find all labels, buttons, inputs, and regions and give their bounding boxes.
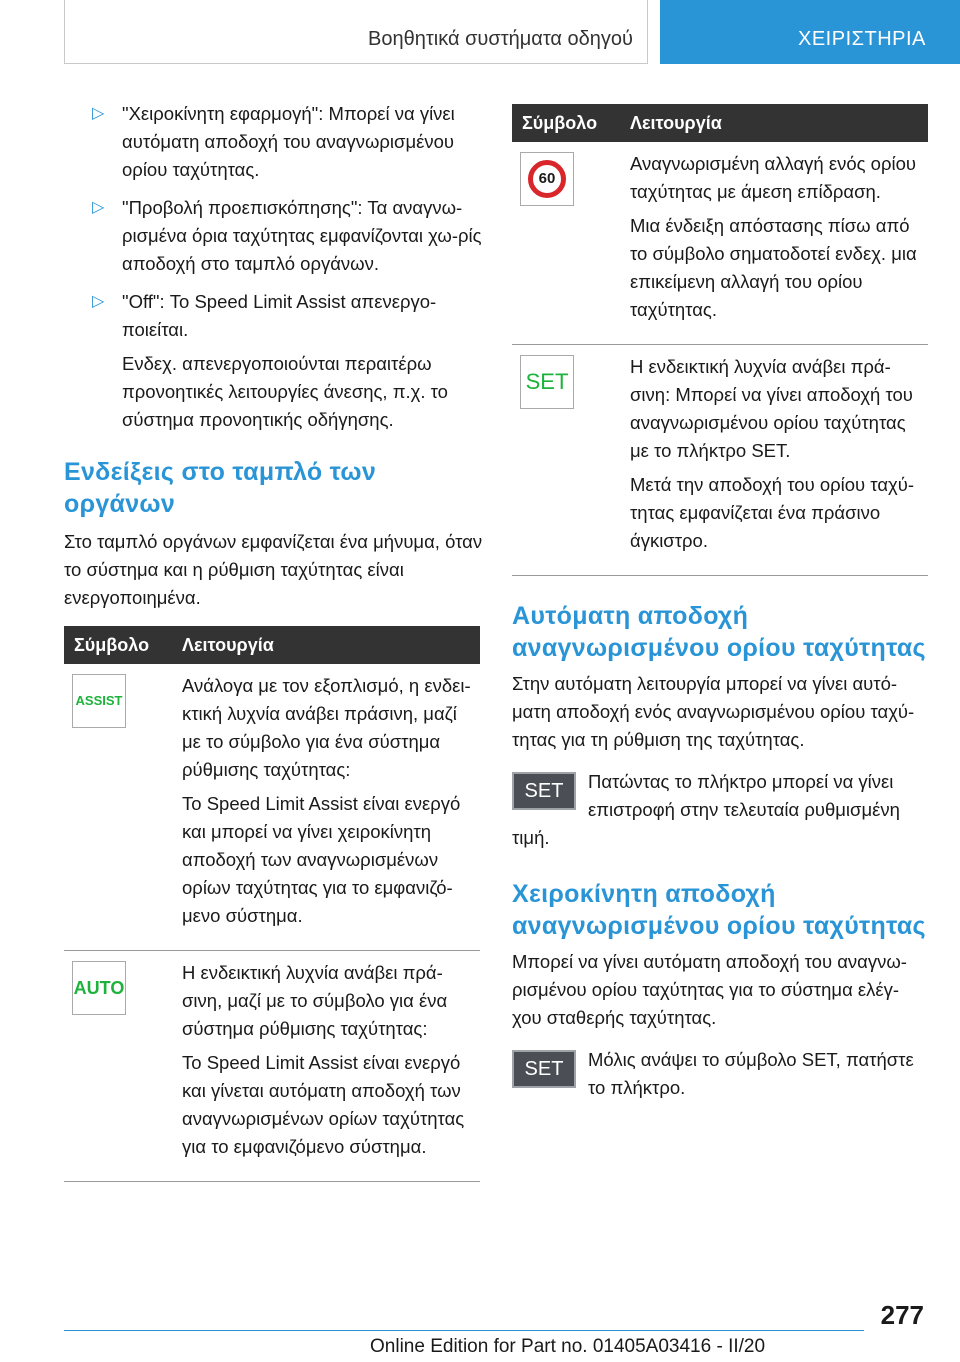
auto-indicator-icon: AUTO — [72, 961, 126, 1015]
table-row — [512, 345, 928, 576]
indicator-table-right — [512, 104, 928, 576]
left-column — [64, 100, 484, 1182]
set-button-icon: SET — [512, 772, 576, 810]
manual-set-text: Μόλις ανάψει το σύμβολο SET, πατήστε το πλήκτρο. — [588, 1049, 914, 1098]
row-text: Αναγνωρισμένη αλλαγή ενός ορίου ταχύτητας με άμεση επίδραση. — [630, 153, 916, 202]
col-header-function: Λειτουργία — [630, 104, 928, 142]
row-text: Η ενδεικτική λυχνία ανάβει πρά-σινη: Μπορεί να γίνει αποδοχή του αναγνωρισμένου ορίου ταχύτητας με το πλήκτρο SET. — [630, 356, 913, 461]
bullet-text: "Προβολή προεπισκόπησης": Τα αναγνω-ρισμένα όρια ταχύτητας εμφανίζονται χω-ρίς αποδοχή στο ταμπλό οργάνων. — [122, 197, 482, 274]
set-button-icon: SET — [512, 1050, 576, 1088]
table-row — [64, 664, 480, 951]
edition-note: Online Edition for Part no. 01405A03416 - II/20 — [370, 1336, 766, 1357]
col-header-symbol: Σύμβολο — [512, 104, 630, 142]
bullet-triangle-icon: ▷ — [92, 199, 105, 216]
footer-divider — [64, 1330, 864, 1331]
row-text: Η ενδεικτική λυχνία ανάβει πρά-σινη, μαζί με το σύμβολο για ένα σύστημα ρύθμισης ταχύτητας: — [182, 962, 448, 1039]
row-text: Ανάλογα με τον εξοπλισμό, η ενδει-κτική λυχνία ανάβει πράσινη, μαζί με το σύμβολο για ένα σύστημα ρύθμισης ταχύτητας: — [182, 675, 471, 780]
bullet-preview — [64, 194, 484, 278]
manual-accept-text: Μπορεί να γίνει αυτόματη αποδοχή του αναγνω-ρισμένου ορίου ταχύτητας για το σύστημα ελέγ-χου σταθερής ταχύτητας. — [512, 951, 907, 1028]
assist-indicator-icon: ASSIST — [72, 674, 126, 728]
auto-accept-heading: Αυτόματη αποδοχή αναγνωρισμένου ορίου ταχύτητας — [512, 602, 926, 662]
auto-set-block — [512, 768, 928, 852]
indicator-table-left — [64, 626, 480, 1182]
bullet-off — [64, 288, 484, 344]
header-chapter-tab[interactable] — [660, 0, 960, 64]
table-row — [64, 951, 480, 1182]
col-header-function: Λειτουργία — [182, 626, 480, 664]
col-header-symbol: Σύμβολο — [64, 626, 182, 664]
bullet-triangle-icon: ▷ — [92, 293, 105, 310]
manual-set-block — [512, 1046, 928, 1102]
bullet-text: "Off": Το Speed Limit Assist απενεργο-ποιείται. — [122, 291, 437, 340]
off-note: Ενδεχ. απενεργοποιούνται περαιτέρω προνοητικές λειτουργίες άνεσης, π.χ. το σύστημα προνοητικής οδήγησης. — [122, 353, 448, 430]
set-indicator-icon: SET — [520, 355, 574, 409]
manual-accept-heading: Χειροκίνητη αποδοχή αναγνωρισμένου ορίου ταχύτητας — [512, 880, 926, 940]
speed-limit-sign-icon: 60 — [520, 152, 574, 206]
auto-accept-text: Στην αυτόματη λειτουργία μπορεί να γίνει αυτό-ματη αποδοχή ενός αναγνωρισμένου ορίου ταχύ-τητας για τη ρύθμιση της ταχύτητας. — [512, 673, 915, 750]
page-number: 277 — [880, 1300, 924, 1330]
row-text: Μετά την αποδοχή του ορίου ταχύ-τητας εμφανίζεται ένα πράσινο άγκιστρο. — [630, 474, 915, 551]
section-intro: Στο ταμπλό οργάνων εμφανίζεται ένα μήνυμα, όταν το σύστημα και η ρύθμιση ταχύτητας είναι ενεργοποιημένα. — [64, 531, 483, 608]
table-row — [512, 142, 928, 345]
row-text: Το Speed Limit Assist είναι ενεργό και γίνεται αυτόματη αποδοχή των αναγνωρισμένων ορίων ταχύτητας για το εμφανιζόμενο σύστημα. — [182, 1052, 465, 1157]
row-text: Μια ένδειξη απόστασης πίσω από το σύμβολο σηματοδοτεί ενδεχ. μια επικείμενη αλλαγή του ορίου ταχύτητας. — [630, 215, 917, 320]
header-chapter-title: ΧΕΙΡΙΣΤΗΡΙΑ — [798, 28, 926, 50]
right-column — [512, 104, 928, 1102]
header-section-box — [64, 0, 648, 64]
bullet-manual-apply — [64, 100, 484, 184]
bullet-text: "Χειροκίνητη εφαρμογή": Μπορεί να γίνει αυτόματη αποδοχή του αναγνωρισμένου ορίου ταχύτητας. — [122, 103, 455, 180]
row-text: Το Speed Limit Assist είναι ενεργό και μπορεί να γίνει χειροκίνητη αποδοχή των αναγνωρισμένων ορίων ταχύτητας για το εμφανιζό-μενο σύστημα. — [182, 793, 461, 926]
header-section-title: Βοηθητικά συστήματα οδηγού — [368, 28, 633, 50]
section-heading-display: Ενδείξεις στο ταμπλό των οργάνων — [64, 458, 377, 518]
bullet-triangle-icon: ▷ — [92, 105, 105, 122]
auto-set-text: Πατώντας το πλήκτρο μπορεί να γίνει επιστροφή στην τελευταία ρυθμισμένη τιμή. — [512, 771, 900, 848]
